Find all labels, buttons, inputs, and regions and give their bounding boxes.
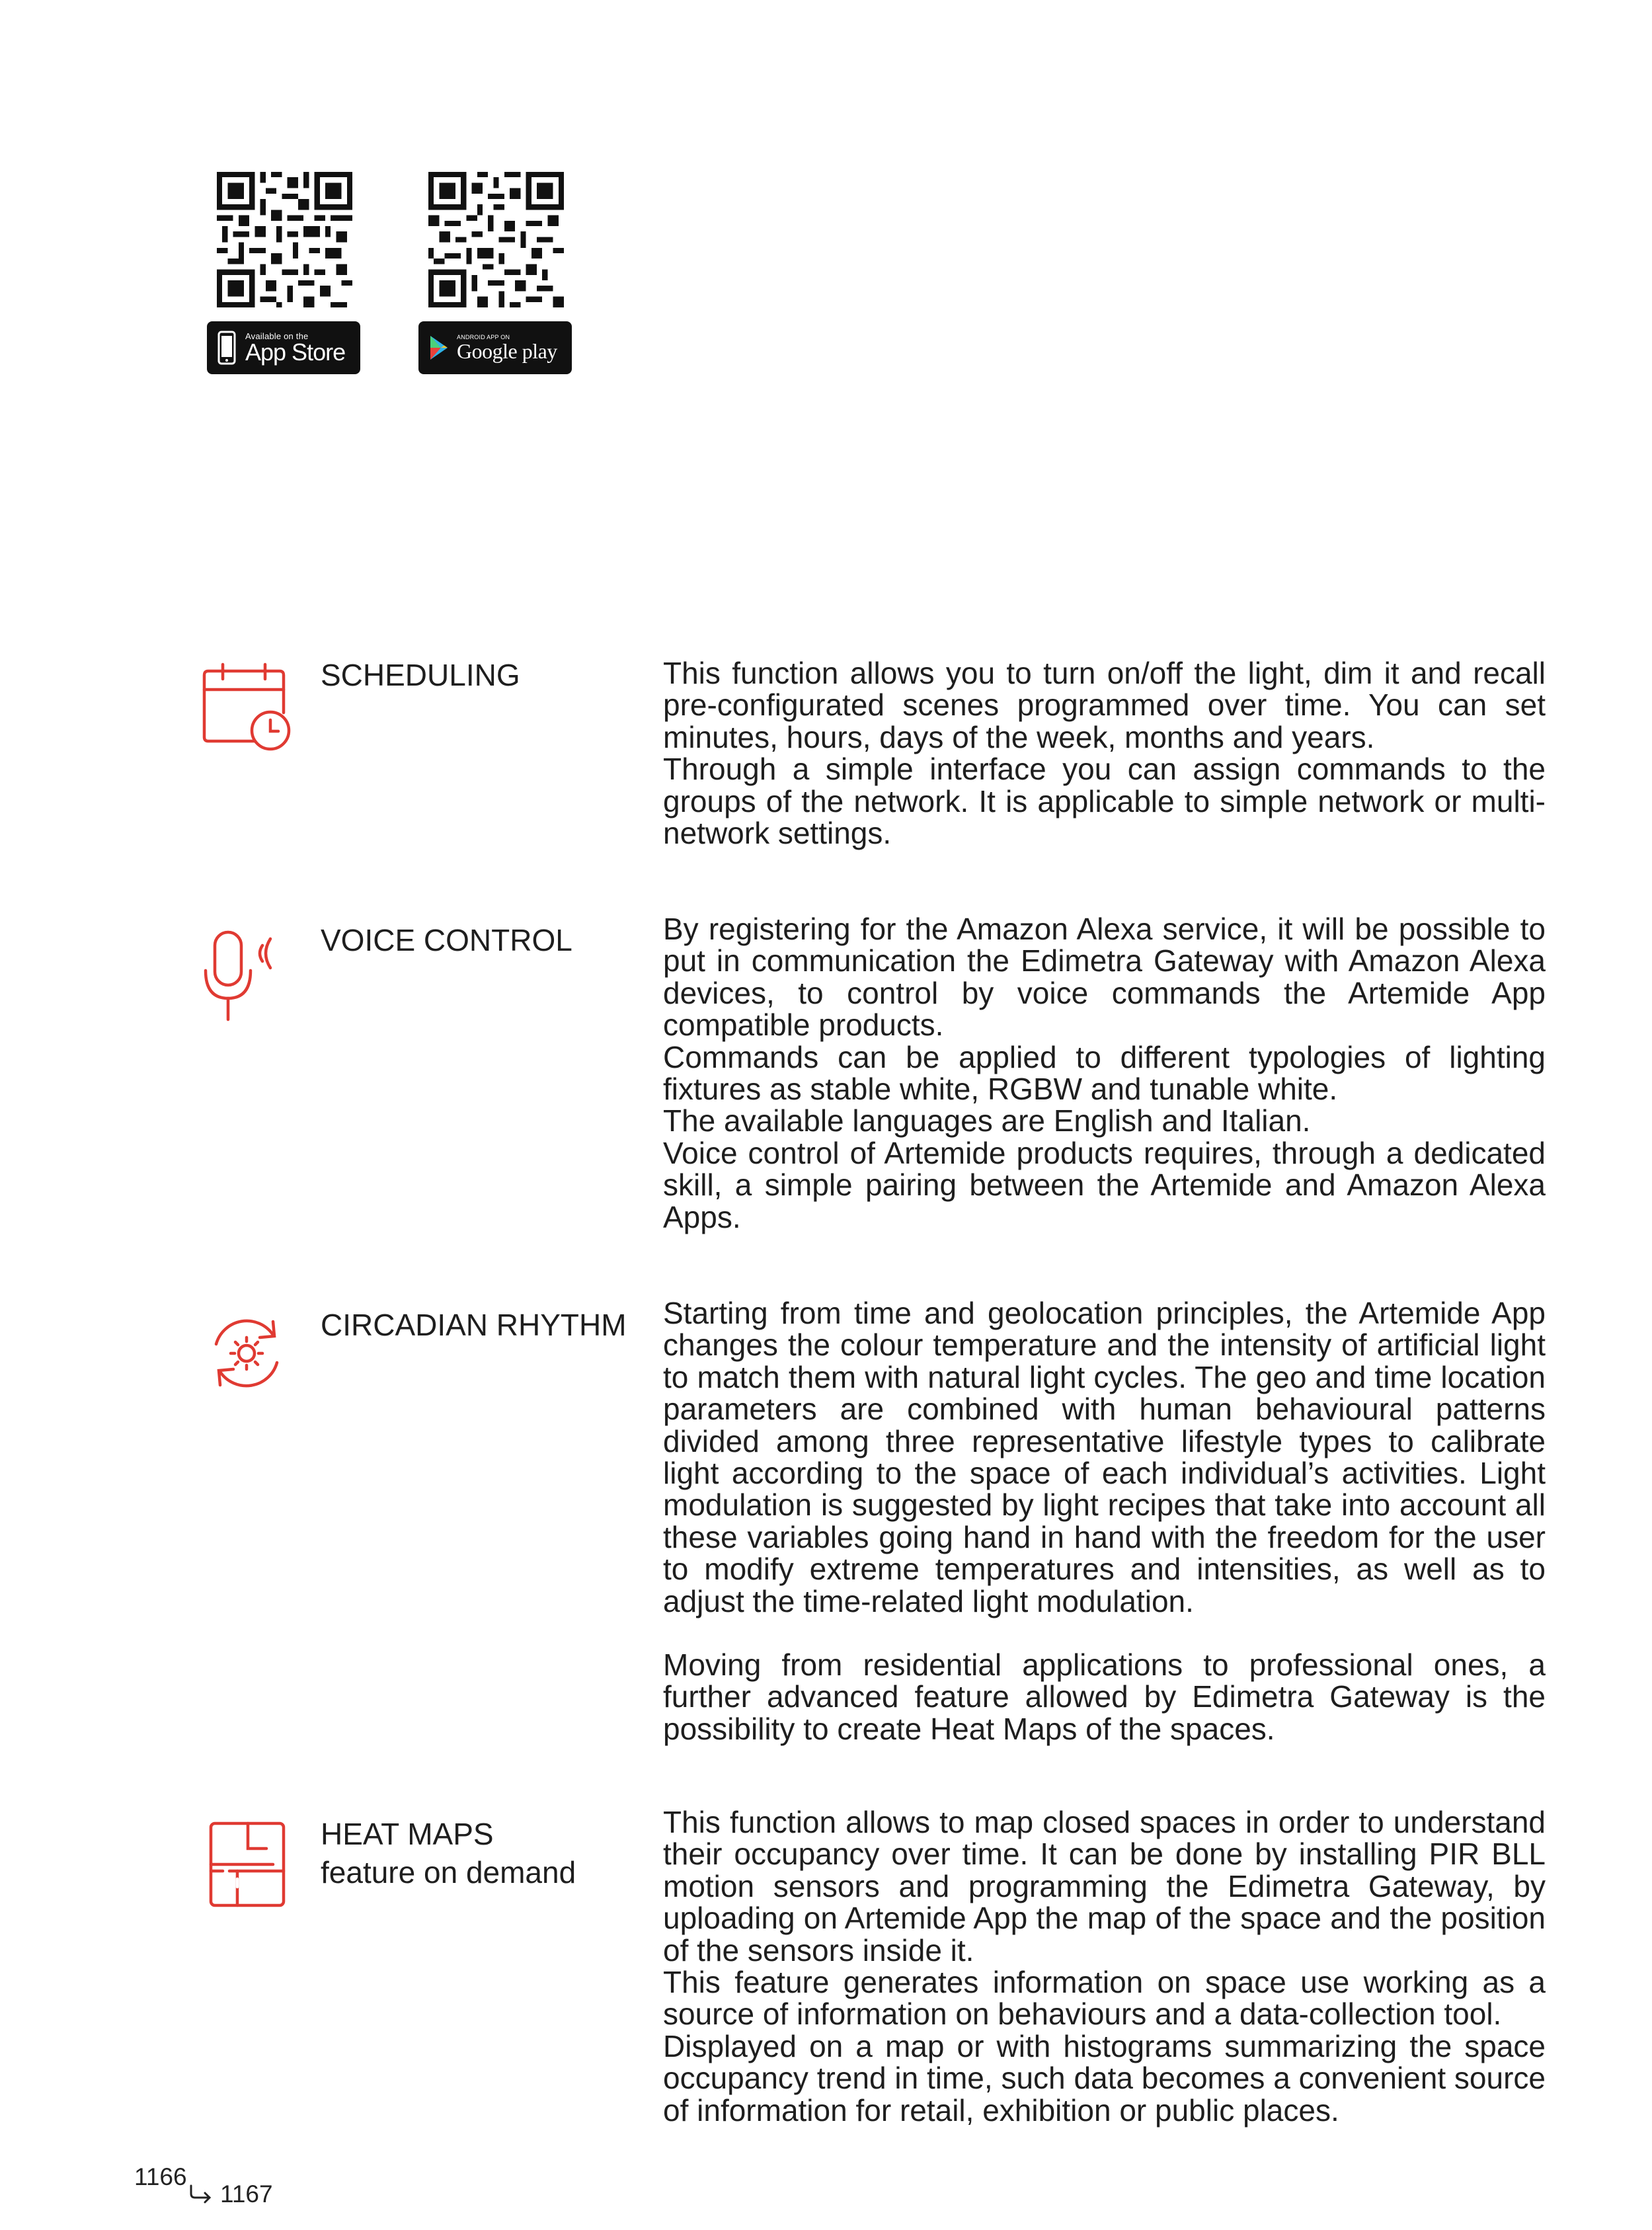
paragraph: The available languages are English and Italian. [663,1103,1311,1138]
paragraph: This function allows to map closed spaces in order to understand their occupancy over time. It can be done by installing PIR BLL motion sensors and programming the Edimetra Gateway, by uploading on Artemide App the map of the space and the position of the sensors inside it. [663,1805,1546,1968]
circadian-cycle-icon [207,1312,286,1395]
microphone-icon [200,927,293,1026]
next-page-link[interactable] [188,2180,273,2208]
feature-title-circadian-rhythm: CIRCADIAN RHYTHM [321,1308,627,1342]
floor-plan-icon [207,1821,290,1910]
feature-title-voice-control: VOICE CONTROL [321,923,572,957]
feature-desc-circadian-rhythm [663,1297,1546,1745]
google-play-big-text: Google play [457,338,557,363]
calendar-clock-icon [200,663,293,752]
app-store-small-text: Available on the [245,331,309,341]
qr-code-google-play[interactable] [428,172,564,307]
paragraph: Voice control of Artemide products requires, through a dedicated skill, a simple pairing between the Artemide and Amazon Alexa Apps. [663,1135,1546,1234]
paragraph: This feature generates information on space use working as a source of information on behaviours and a data-collection tool. [663,1965,1546,2032]
next-page-number: 1167 [220,2180,273,2208]
play-triangle-icon [426,331,450,365]
paragraph: By registering for the Amazon Alexa service, it will be possible to put in communication the Edimetra Gateway with Amazon Alexa devices, to control by voice commands the Artemide App compatible products. [663,912,1546,1043]
paragraph: Displayed on a map or with histograms summarizing the space occupancy trend in time, such data becomes a convenient source of information for retail, exhibition or public places. [663,2028,1546,2128]
feature-desc-heat-maps [663,1806,1546,2126]
google-play-small-text: ANDROID APP ON [457,333,510,340]
paragraph: This function allows you to turn on/off the light, dim it and recall pre-configurated scenes programmed over time. You can set minutes, hours, days of the week, months and years. [663,656,1546,754]
paragraph: Starting from time and geolocation principles, the Artemide App changes the colour temperature and the intensity of artificial light to match them with natural light cycles. The geo and time location parameters are combined with human behavioural patterns divided among three representative lifestyle types to calibrate light according to the space of each individual’s activities. Light modulation is suggested by light recipes that take into account all these variables going hand in hand with the freedom for the user to modify extreme temperatures and intensities, as well as to adjust the time-related light modulation. [663,1296,1546,1618]
curved-arrow-icon [188,2184,214,2204]
feature-desc-scheduling [663,657,1546,849]
phone-icon [215,331,239,365]
page-number: 1166 [134,2163,187,2190]
feature-desc-voice-control [663,913,1546,1233]
paragraph: Through a simple interface you can assign commands to the groups of the network. It is applicable to simple network or multi-network settings. [663,752,1546,851]
feature-title-scheduling: SCHEDULING [321,658,520,692]
app-store-big-text: App Store [245,338,346,366]
paragraph: Moving from residential applications to professional ones, a further advanced feature allowed by Edimetra Gateway is the possibility to create Heat Maps of the spaces. [663,1648,1546,1746]
feature-title-heat-maps: HEAT MAPS [321,1817,494,1851]
app-store-badge[interactable] [207,321,360,374]
feature-subtitle-heat-maps: feature on demand [321,1855,576,1890]
google-play-badge[interactable] [418,321,572,374]
paragraph: Commands can be applied to different typologies of lighting fixtures as stable white, RGBW and tunable white. [663,1039,1546,1107]
qr-code-app-store[interactable] [217,172,352,307]
